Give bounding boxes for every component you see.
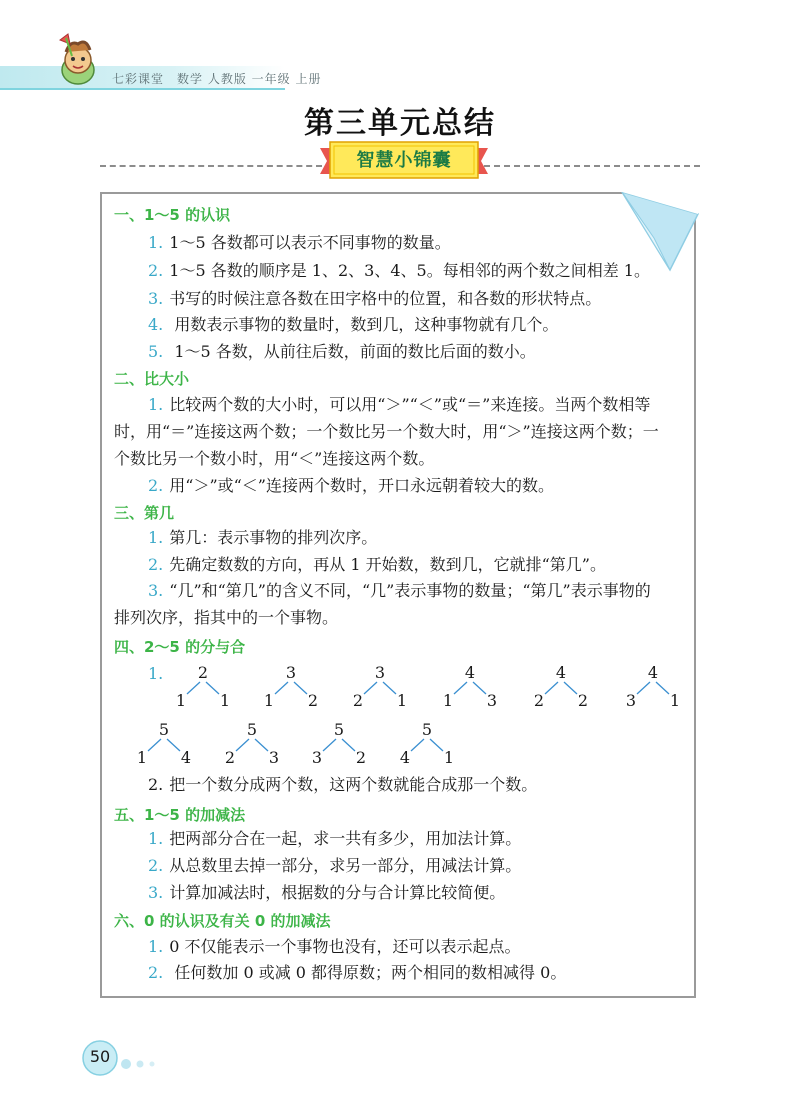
s4-line-2-num: 2. xyxy=(148,775,164,794)
section-title-1: 一、1～5 的认识 xyxy=(114,206,231,224)
s1-line-3 xyxy=(148,289,601,309)
s5-line-1-num: 1. xyxy=(148,829,164,848)
tree-7-total: 5 xyxy=(158,720,170,739)
s2-line-2-text: 用“＞”或“＜”连接两个数时，开口永远朝着较大的数。 xyxy=(169,476,554,495)
tree-10-total: 5 xyxy=(421,720,433,739)
s1-line-2-text: 1～5 各数的顺序是 1、2、3、4、5。每相邻的两个数之间相差 1。 xyxy=(169,261,650,280)
s3-line-2-text: 先确定数数的方向，再从 1 开始数，数到几，它就排“第几”。 xyxy=(169,555,606,574)
tree-4-total: 4 xyxy=(464,663,476,682)
tree-2-part-left: 1 xyxy=(263,691,275,710)
section-title-2: 二、比大小 xyxy=(114,370,190,388)
s1-line-2-num: 2. xyxy=(148,261,164,280)
tree-8-part-left: 2 xyxy=(224,748,236,767)
s4-line-2 xyxy=(148,775,537,795)
s5-line-3-text: 计算加减法时，根据数的分与合计算比较简便。 xyxy=(169,883,506,902)
s1-line-3-text: 书写的时候注意各数在田字格中的位置，和各数的形状特点。 xyxy=(169,289,602,308)
tree-5-total: 4 xyxy=(555,663,567,682)
dashed-divider-left xyxy=(100,165,322,167)
s1-line-4-text: 用数表示事物的数量时，数到几，这种事物就有几个。 xyxy=(169,315,559,334)
dashed-divider-right xyxy=(484,165,700,167)
tree-2-part-right: 2 xyxy=(307,691,319,710)
tree-8-part-right: 3 xyxy=(268,748,280,767)
s3-line-1 xyxy=(148,528,377,548)
s3-line-3b: 排列次序，指其中的一个事物。 xyxy=(114,608,339,627)
s4-line-2-text: 把一个数分成两个数，这两个数就能合成那一个数。 xyxy=(169,775,538,794)
s2-line-1a-text: 比较两个数的大小时，可以用“＞”“＜”或“＝”来连接。当两个数相等 xyxy=(169,395,651,414)
tree-6-total: 4 xyxy=(647,663,659,682)
s2-line-1a xyxy=(148,395,650,415)
tree-6-part-left: 3 xyxy=(625,691,637,710)
s2-line-1b: 时，用“＝”连接这两个数；一个数比另一个数大时，用“＞”连接这两个数；一 xyxy=(114,422,659,441)
s1-line-3-num: 3. xyxy=(148,289,164,308)
tree-3-total: 3 xyxy=(374,663,386,682)
s5-line-2 xyxy=(148,856,521,876)
tree-9-part-right: 2 xyxy=(355,748,367,767)
s3-line-3-num: 3. xyxy=(148,581,164,600)
s2-line-2-num: 2. xyxy=(148,476,164,495)
s1-line-1-num: 1. xyxy=(148,233,164,252)
s5-line-2-text: 从总数里去掉一部分，求另一部分，用减法计算。 xyxy=(169,856,522,875)
s1-line-5-num: 5. xyxy=(148,342,164,361)
tree-3-part-left: 2 xyxy=(352,691,364,710)
section-title-4: 四、2～5 的分与合 xyxy=(114,638,246,656)
book-meta: 七彩课堂 数学 人教版 一年级 上册 xyxy=(112,72,322,86)
header-band-line xyxy=(0,88,285,90)
s3-line-1-text: 第几：表示事物的排列次序。 xyxy=(169,528,378,547)
tree-4-part-left: 1 xyxy=(442,691,454,710)
page-title: 第三单元总结 xyxy=(304,106,496,141)
tree-2-total: 3 xyxy=(285,663,297,682)
tree-3-part-right: 1 xyxy=(396,691,408,710)
tree-10-part-right: 1 xyxy=(443,748,455,767)
tree-9-part-left: 3 xyxy=(311,748,323,767)
tree-5-part-right: 2 xyxy=(577,691,589,710)
s6-line-1-text: 0 不仅能表示一个事物也没有，还可以表示起点。 xyxy=(169,937,521,956)
tree-1-part-right: 1 xyxy=(219,691,231,710)
s2-line-1c: 个数比另一个数小时，用“＜”连接这两个数。 xyxy=(114,449,435,468)
tree-7-part-left: 1 xyxy=(136,748,148,767)
tree-8-total: 5 xyxy=(246,720,258,739)
s6-line-1-num: 1. xyxy=(148,937,164,956)
s5-line-2-num: 2. xyxy=(148,856,164,875)
s5-line-1 xyxy=(148,829,521,849)
s1-line-1-text: 1～5 各数都可以表示不同事物的数量。 xyxy=(169,233,451,252)
s2-line-2 xyxy=(148,476,554,496)
tree-5-part-left: 2 xyxy=(533,691,545,710)
s3-line-2-num: 2. xyxy=(148,555,164,574)
s3-line-1-num: 1. xyxy=(148,528,164,547)
s1-line-1 xyxy=(148,233,451,253)
section-title-3: 三、第几 xyxy=(114,504,175,522)
tree-9-total: 5 xyxy=(333,720,345,739)
s4-line-1 xyxy=(148,664,169,684)
s1-line-4 xyxy=(148,315,558,335)
s1-line-2 xyxy=(148,261,650,281)
s6-line-1 xyxy=(148,937,521,957)
s3-line-3a xyxy=(148,581,651,601)
s6-line-2-text: 任何数加 0 或减 0 都得原数；两个相同的数相减得 0。 xyxy=(169,963,567,982)
section-title-6: 六、0 的认识及有关 0 的加减法 xyxy=(114,912,331,930)
s5-line-3-num: 3. xyxy=(148,883,164,902)
corner-fold-icon xyxy=(618,192,700,272)
s4-line-1-num: 1. xyxy=(148,664,164,683)
ribbon-label: 智慧小锦囊 xyxy=(356,150,452,171)
tree-4-part-right: 3 xyxy=(486,691,498,710)
tree-1-total: 2 xyxy=(197,663,209,682)
s3-line-2 xyxy=(148,555,606,575)
mascot-icon xyxy=(46,30,106,90)
s2-line-1-num: 1. xyxy=(148,395,164,414)
section-title-5: 五、1～5 的加减法 xyxy=(114,806,246,824)
s5-line-1-text: 把两部分合在一起，求一共有多少，用加法计算。 xyxy=(169,829,522,848)
tree-7-part-right: 4 xyxy=(180,748,192,767)
s1-line-5-text: 1～5 各数，从前往后数，前面的数比后面的数小。 xyxy=(169,342,536,361)
s3-line-3a-text: “几”和“第几”的含义不同，“几”表示事物的数量；“第几”表示事物的 xyxy=(169,581,651,600)
s1-line-4-num: 4. xyxy=(148,315,164,334)
page-number: 50 xyxy=(89,1047,111,1066)
s6-line-2-num: 2. xyxy=(148,963,164,982)
s5-line-3 xyxy=(148,883,505,903)
tree-10-part-left: 4 xyxy=(399,748,411,767)
s6-line-2 xyxy=(148,963,566,983)
s1-line-5 xyxy=(148,342,536,362)
tree-1-part-left: 1 xyxy=(175,691,187,710)
tree-6-part-right: 1 xyxy=(669,691,681,710)
